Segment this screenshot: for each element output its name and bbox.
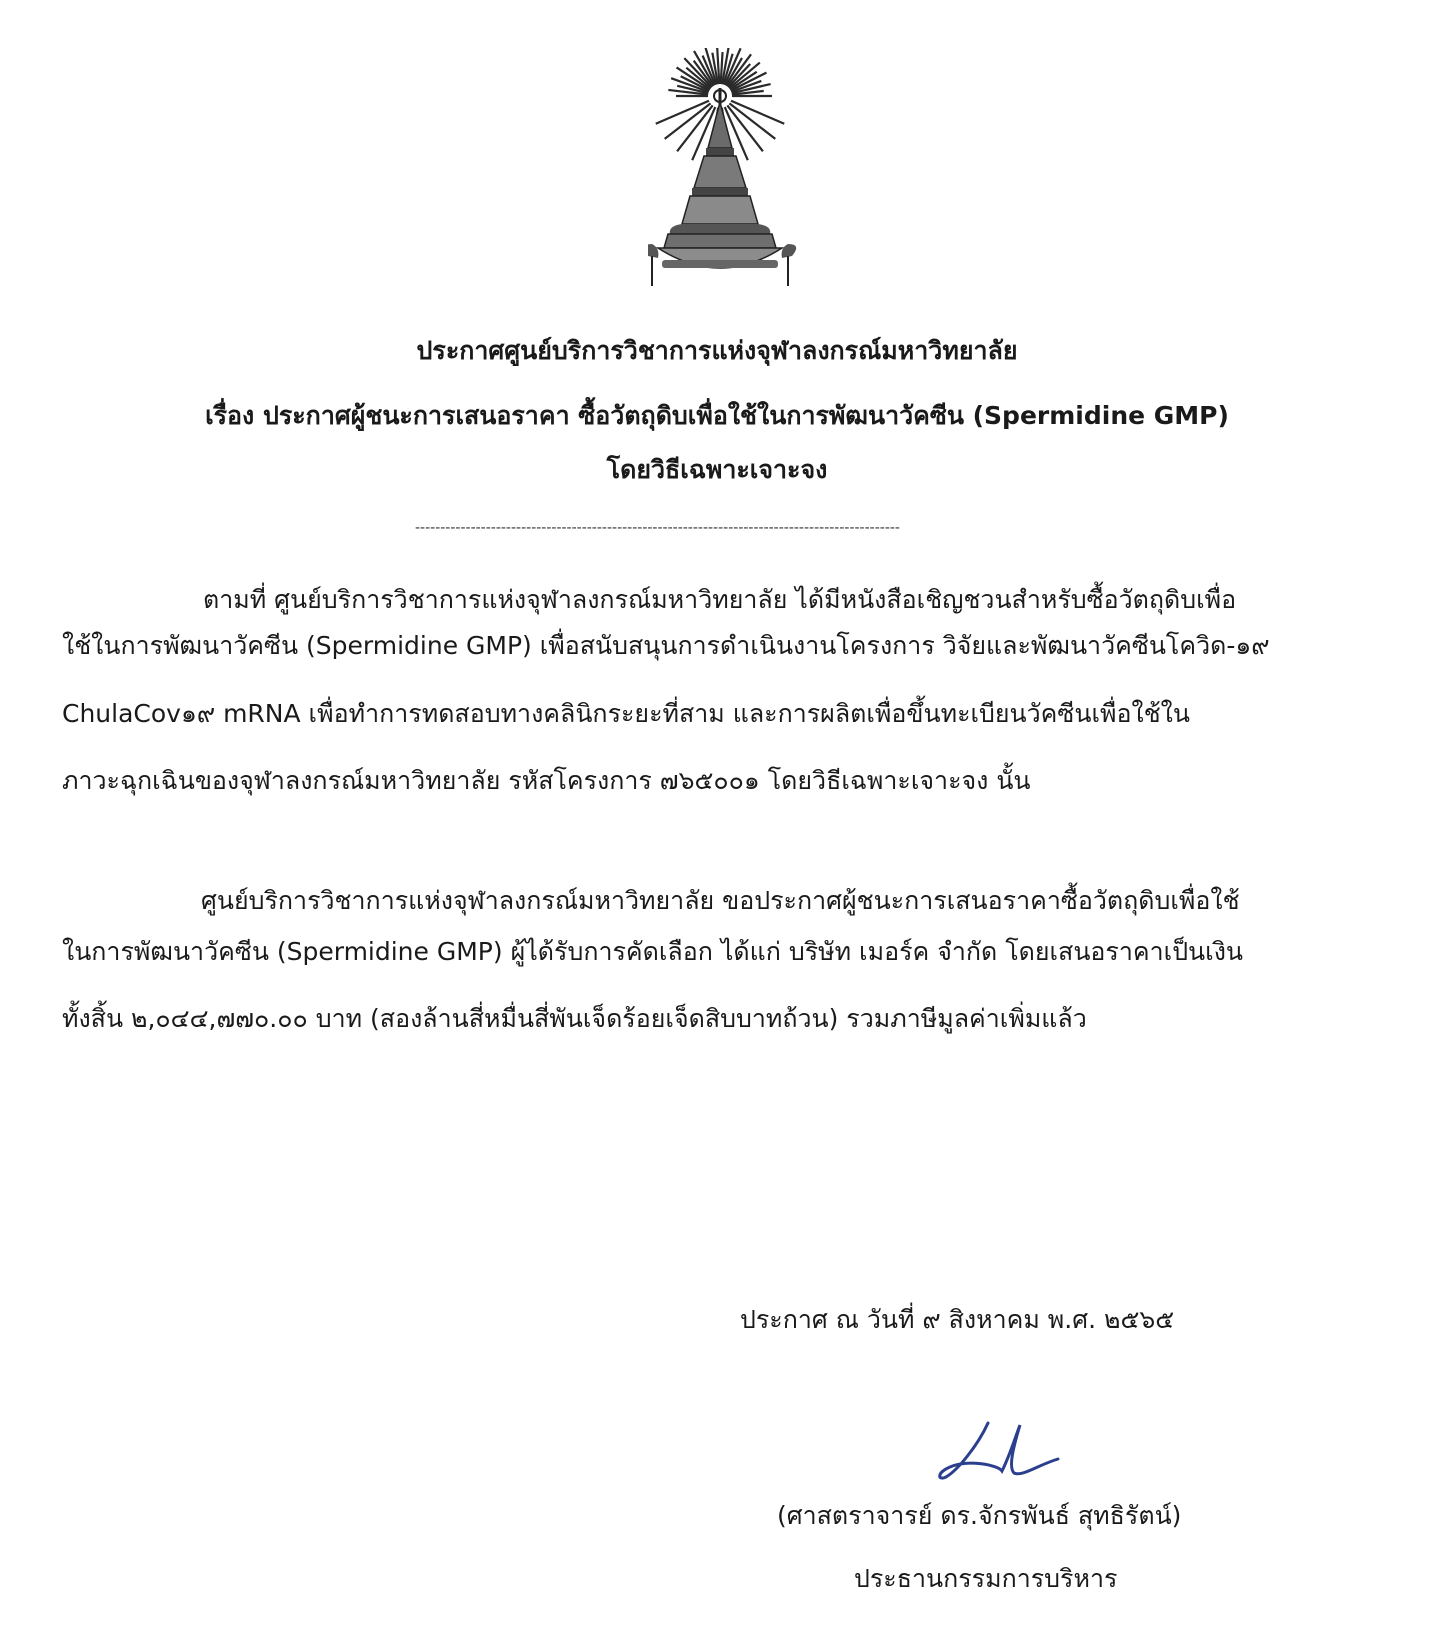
separator-line: ------------------------------------------------------------------------------------------------ xyxy=(415,520,900,536)
signature-icon xyxy=(928,1415,1078,1495)
paragraph-1-line: ตามที่ ศูนย์บริการวิชาการแห่งจุฬาลงกรณ์มหาวิทยาลัย ได้มีหนังสือเชิญชวนสำหรับซื้อวัตถุดิบเพื่อ xyxy=(203,585,1237,614)
paragraph-1-line: ภาวะฉุกเฉินของจุฬาลงกรณ์มหาวิทยาลัย รหัสโครงการ ๗๖๕๐๐๑ โดยวิธีเฉพาะเจาะจง นั้น xyxy=(62,766,1031,795)
paragraph-2-line: ศูนย์บริการวิชาการแห่งจุฬาลงกรณ์มหาวิทยาลัย ขอประกาศผู้ชนะการเสนอราคาซื้อวัตถุดิบเพื่อใช้ xyxy=(201,886,1240,915)
announcement-title: ประกาศศูนย์บริการวิชาการแห่งจุฬาลงกรณ์มหาวิทยาลัย xyxy=(416,336,1018,365)
signer-position: ประธานกรรมการบริหาร xyxy=(854,1564,1118,1593)
university-emblem-icon xyxy=(648,48,848,318)
signer-name: (ศาสตราจารย์ ดร.จักรพันธ์ สุทธิรัตน์) xyxy=(777,1501,1182,1530)
paragraph-1-line: ChulaCov๑๙ mRNA เพื่อทำการทดสอบทางคลินิกระยะที่สาม และการผลิตเพื่อขึ้นทะเบียนวัคซีนเพื่อใช้ใน xyxy=(62,699,1190,728)
announcement-method: โดยวิธีเฉพาะเจาะจง xyxy=(606,455,828,484)
paragraph-2-line: ทั้งสิ้น ๒,๐๔๔,๗๗๐.๐๐ บาท (สองล้านสี่หมื่นสี่พันเจ็ดร้อยเจ็ดสิบบาทถ้วน) รวมภาษีมูลค่าเพิ่มแล้ว xyxy=(62,1004,1087,1033)
paragraph-1-line: ใช้ในการพัฒนาวัคซีน (Spermidine GMP) เพื่อสนับสนุนการดำเนินงานโครงการ วิจัยและพัฒนาวัคซีนโควิด-๑๙ xyxy=(62,631,1270,660)
paragraph-2-line: ในการพัฒนาวัคซีน (Spermidine GMP) ผู้ได้รับการคัดเลือก ได้แก่ บริษัท เมอร์ค จำกัด โดยเสนอราคาเป็นเงิน xyxy=(62,937,1243,966)
announcement-date: ประกาศ ณ วันที่ ๙ สิงหาคม พ.ศ. ๒๕๖๕ xyxy=(740,1305,1175,1334)
announcement-subject: เรื่อง ประกาศผู้ชนะการเสนอราคา ซื้อวัตถุดิบเพื่อใช้ในการพัฒนาวัคซีน (Spermidine GMP) xyxy=(205,401,1229,430)
